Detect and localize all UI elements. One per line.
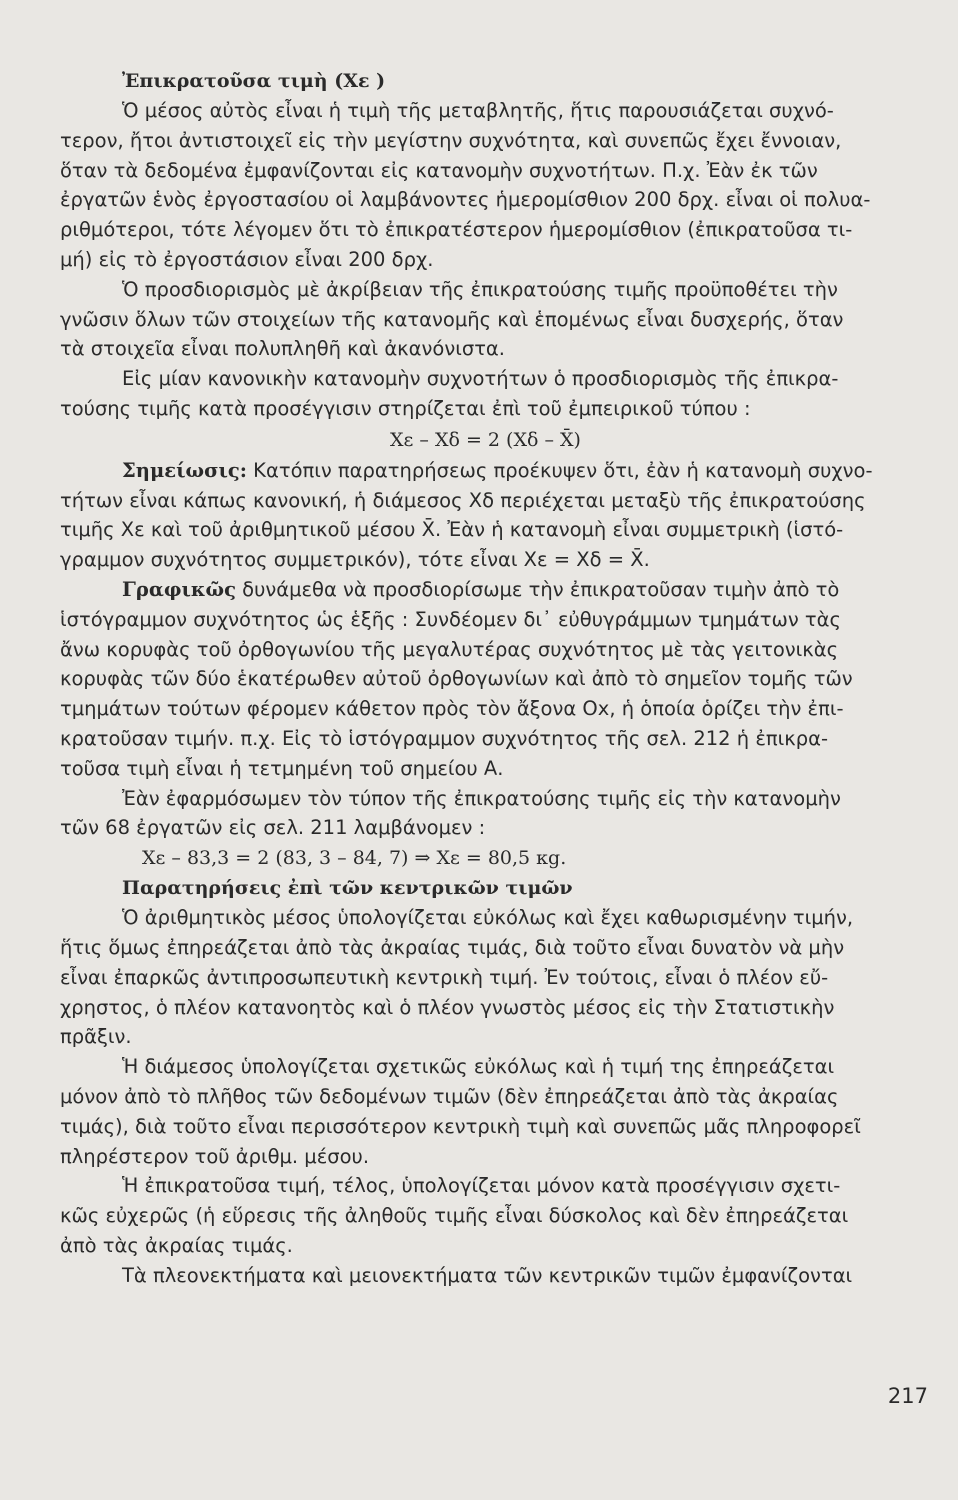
remarks-line: Ἡ ἐπικρατοῦσα τιμή, τέλος, ὑπολογίζεται μόνον κατὰ προσέγγισιν σχετι-: [122, 1174, 841, 1198]
remarks-line: κῶς εὐχερῶς (ἡ εὕρεσις τῆς ἀληθοῦς τιμῆς εἶναι δύσκολος καὶ δὲν ἐπηρεάζεται: [60, 1204, 849, 1228]
graph-label: Γραφικῶς: [122, 577, 236, 601]
note-line: γραμμον συχνότητος συμμετρικόν), τότε εἶναι Xε = Xδ = X̄.: [60, 548, 650, 572]
remarks-heading: Παρατηρήσεις ἐπὶ τῶν κεντρικῶν τιμῶν: [122, 877, 573, 900]
remarks-line: πρᾶξιν.: [60, 1025, 132, 1049]
paragraph-line: Ὁ προσδιορισμὸς μὲ ἀκρίβειαν τῆς ἐπικρατούσης τιμῆς προϋποθέτει τὴν: [122, 277, 838, 301]
note-label: Σημείωσις:: [122, 458, 247, 482]
note-line: [60, 456, 922, 486]
graph-line: ἄνω κορυφὰς τοῦ ὀρθογωνίου τῆς μεγαλυτέρας συχνότητος μὲ τὰς γειτονικὰς: [60, 637, 839, 661]
paragraph-line: Εἰς μίαν κανονικὴν κατανομὴν συχνοτήτων ὁ προσδιορισμὸς τῆς ἐπικρα-: [122, 367, 839, 391]
graph-line: τμημάτων τούτων φέρομεν κάθετον πρὸς τὸν ἄξονα Ox, ἡ ὁποία ὁρίζει τὴν ἐπι-: [60, 697, 844, 721]
graph-line: κορυφὰς τῶν δύο ἑκατέρωθεν αὐτοῦ ὀρθογωνίων καὶ ἀπὸ τὸ σημεῖον τομῆς τῶν: [60, 667, 853, 691]
example-line: τῶν 68 ἐργατῶν εἰς σελ. 211 λαμβάνομεν :: [60, 816, 486, 840]
paragraph-line: Ὁ μέσος αὐτὸς εἶναι ἡ τιμὴ τῆς μεταβλητῆς, ἥτις παρουσιάζεται συχνό-: [122, 99, 834, 122]
paragraph-line: τούσης τιμῆς κατὰ προσέγγισιν στηρίζεται ἐπὶ τοῦ ἐμπειρικοῦ τύπου :: [60, 396, 751, 420]
graph-text: δυνάμεθα νὰ προσδιορίσωμε τὴν ἐπικρατοῦσαν τιμὴν ἀπὸ τὸ: [235, 577, 840, 601]
section-title: Ἐπικρατοῦσα τιμὴ (Xε ): [122, 70, 386, 92]
paragraph-line: γνῶσιν ὅλων τῶν στοιχείων τῆς κατανομῆς καὶ ἑπομένως εἶναι δυσχερής, ὅταν: [60, 307, 844, 331]
graph-line: ἱστόγραμμον συχνότητος ὡς ἑξῆς : Συνδέομεν δι᾽ εὐθυγράμμων τμημάτων τὰς: [60, 607, 841, 631]
note-line: τήτων εἶναι κάπως κανονική, ἡ διάμεσος Xδ περιέχεται μεταξὺ τῆς ἐπικρατούσης: [60, 488, 866, 512]
graph-line: κρατοῦσαν τιμήν. π.χ. Εἰς τὸ ἱστόγραμμον συχνότητος τῆς σελ. 212 ἡ ἐπικρα-: [60, 726, 828, 750]
graph-line: τοῦσα τιμὴ εἶναι ἡ τετμημένη τοῦ σημείου Α.: [60, 756, 504, 780]
paragraph-line: τερον, ἤτοι ἀντιστοιχεῖ εἰς τὴν μεγίστην συχνότητα, καὶ συνεπῶς ἔχει ἔννοιαν,: [60, 128, 842, 152]
remarks-line: μόνον ἀπὸ τὸ πλῆθος τῶν δεδομένων τιμῶν (δὲν ἐπηρεάζεται ἀπὸ τὰς ἀκραίας: [60, 1084, 839, 1108]
note-text: Κατόπιν παρατηρήσεως προέκυψεν ὅτι, ἐὰν ἡ κατανομὴ συχνο-: [246, 458, 873, 482]
paragraph-line: τὰ στοιχεῖα εἶναι πολυπληθῆ καὶ ἀκανόνιστα.: [60, 337, 505, 361]
remarks-line: χρηστος, ὁ πλέον κατανοητὸς καὶ ὁ πλέον γνωστὸς μέσος εἰς τὴν Στατιστικὴν: [60, 995, 835, 1019]
paragraph-line: ἐργατῶν ἑνὸς ἐργοστασίου οἱ λαμβάνοντες ἡμερομίσθιον 200 δρχ. εἶναι οἱ πολυα-: [60, 188, 871, 212]
example-line: Ἐὰν ἐφαρμόσωμεν τὸν τύπον τῆς ἐπικρατούσης τιμῆς εἰς τὴν κατανομὴν: [122, 786, 841, 810]
paragraph-line: ὅταν τὰ δεδομένα ἐμφανίζονται εἰς κατανομὴν συχνοτήτων. Π.χ. Ἐὰν ἐκ τῶν: [60, 158, 818, 182]
remarks-line: Τὰ πλεονεκτήματα καὶ μειονεκτήματα τῶν κεντρικῶν τιμῶν ἐμφανίζονται: [122, 1263, 853, 1287]
example-formula: Xε – 83,3 = 2 (83, 3 – 84, 7) ⇒ Xε = 80,5 κg.: [142, 847, 567, 870]
remarks-line: ἀπὸ τὰς ἀκραίας τιμάς.: [60, 1233, 293, 1257]
page-number: 217: [887, 1384, 928, 1408]
remarks-line: Ὁ ἀριθμητικὸς μέσος ὑπολογίζεται εὐκόλως καὶ ἔχει καθωρισμένην τιμήν,: [122, 906, 854, 930]
remarks-line: εἶναι ἐπαρκῶς ἀντιπροσωπευτικὴ κεντρικὴ τιμή. Ἐν τούτοις, εἶναι ὁ πλέον εὔ-: [60, 965, 829, 989]
remarks-line: ἥτις ὅμως ἐπηρεάζεται ἀπὸ τὰς ἀκραίας τιμάς, διὰ τοῦτο εἶναι δυνατὸν νὰ μὴν: [60, 935, 845, 959]
paragraph-line: μή) εἰς τὸ ἐργοστάσιον εἶναι 200 δρχ.: [60, 247, 434, 271]
empirical-formula: Xε – Xδ = 2 (Xδ – X̄): [390, 428, 581, 451]
paragraph-line: ριθμότεροι, τότε λέγομεν ὅτι τὸ ἐπικρατέστερον ἡμερομίσθιον (ἐπικρατοῦσα τι-: [60, 218, 853, 242]
remarks-line: Ἡ διάμεσος ὑπολογίζεται σχετικῶς εὐκόλως καὶ ἡ τιμή της ἐπηρεάζεται: [122, 1055, 835, 1079]
remarks-line: τιμάς), διὰ τοῦτο εἶναι περισσότερον κεντρικὴ τιμὴ καὶ συνεπῶς μᾶς πληροφορεῖ: [60, 1114, 861, 1138]
graph-line: [60, 575, 922, 605]
remarks-line: πληρέστερον τοῦ ἀριθμ. μέσου.: [60, 1144, 370, 1168]
note-line: τιμῆς Xε καὶ τοῦ ἀριθμητικοῦ μέσου X̄. Ἐὰν ἡ κατανομὴ εἶναι συμμετρικὴ (ἱστό-: [60, 518, 844, 542]
